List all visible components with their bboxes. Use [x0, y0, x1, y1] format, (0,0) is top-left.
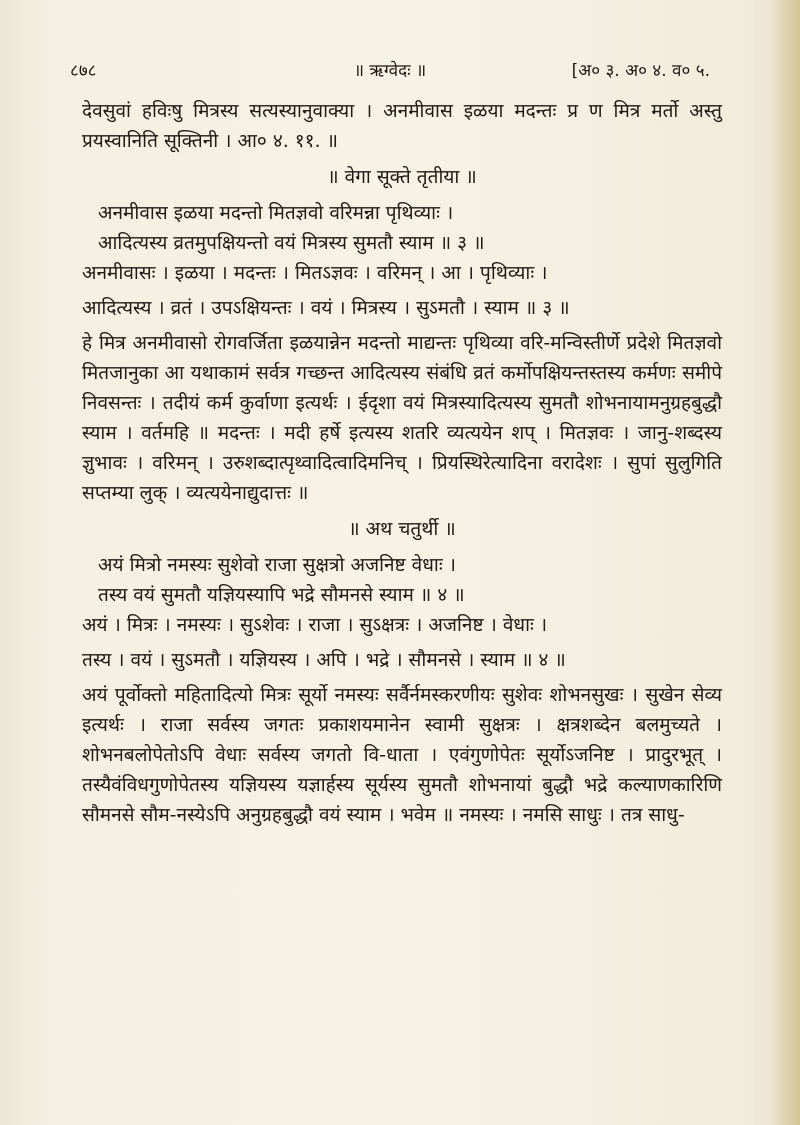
section-reference: [अ० ३. अ० ४. व० ५.	[571, 61, 710, 81]
padapatha-line: अनमीवासः । इळया । मदन्तः । मितऽज्ञवः । वरिमन् । आ । पृथिव्याः ।	[82, 262, 548, 284]
padapatha-line: अयं । मित्रः । नमस्यः । सुऽशेवः । राजा । सुऽक्षत्रः । अजनिष्ट । वेधाः ।	[82, 614, 548, 636]
verse-line: अयं मित्रो नमस्यः सुशेवो राजा सुक्षत्रो अजनिष्ट वेधाः ।	[98, 554, 456, 576]
verse-line: तस्य वयं सुमतौ यज्ञियस्यापि भद्रे सौमनसे स्याम ॥ ४ ॥	[98, 584, 465, 606]
intro-paragraph: देवसुवां हविःषु मित्रस्य सत्यस्यानुवाक्या । अनमीवास इळया मदन्तः प्र ण मित्र मर्तो अस्तु प्रयस्वानिति सूक्तिनी । आ० ४. ११. ॥	[82, 100, 722, 152]
padapatha-line: तस्य । वयं । सुऽमतौ । यज्ञियस्य । अपि । भद्रे । सौमनसे । स्याम ॥ ४ ॥	[82, 649, 566, 671]
running-title: ॥ ऋग्वेदः ॥	[353, 61, 427, 81]
verse-line: आदित्यस्य व्रतमुपक्षियन्तो वयं मित्रस्य सुमतौ स्याम ॥ ३ ॥	[98, 232, 485, 254]
section-heading: ॥ अथ चतुर्थी ॥	[348, 518, 456, 540]
commentary-paragraph: हे मित्र अनमीवासो रोगवर्जिता इळयान्नेन मदन्तो माद्यन्तः पृथिव्या वरि-मन्विस्तीर्णे प्रदेशे मितज्ञवो मितजानुका आ यथाकामं सर्वत्र गच्छन्त आदित्यस्य संबंधि व्रतं कर्मोपक्षियन्तस्तस्य कर्मणः समीपे निवसन्तः । तदीयं कर्म कुर्वाणा इत्यर्थः । ईदृशा वयं मित्रस्यादित्यस्य सुमतौ शोभनायामनुग्रहबुद्धौ स्याम । वर्तमहि ॥ मदन्तः । मदी हर्षे इत्यस्य शतरि व्यत्ययेन शप् । मितज्ञवः । जानु-शब्दस्य ज्ञुभावः । वरिमन् । उरुशब्दात्पृथ्वादित्वादिमनिच् । प्रियस्थिरेत्यादिना वरादेशः । सुपां सुलुगिति सप्तम्या लुक् । व्यत्ययेनाद्युदात्तः ॥	[82, 332, 722, 504]
padapatha-line: आदित्यस्य । व्रतं । उपऽक्षियन्तः । वयं । मित्रस्य । सुऽमतौ । स्याम ॥ ३ ॥	[82, 297, 570, 319]
page-number: ८७८	[70, 61, 97, 81]
page-header	[70, 58, 710, 88]
section-heading: ॥ वेगा सूक्ते तृतीया ॥	[327, 166, 477, 188]
page-edge-shadow	[772, 0, 800, 1125]
commentary-paragraph: अयं पूर्वोक्तो महितादित्यो मित्रः सूर्यो नमस्यः सर्वैर्नमस्करणीयः सुशेवः शोभनसुखः । सुखेन सेव्य इत्यर्थः । राजा सर्वस्य जगतः प्रकाशयमानेन स्वामी सुक्षत्रः । क्षत्रशब्देन बलमुच्यते । शोभनबलोपेतोऽपि वेधाः सर्वस्य जगतो वि-धाता । एवंगुणोपेतः सूर्योऽजनिष्ट । प्रादुरभूत् । तस्यैवंविधगुणोपेतस्य यज्ञियस्य यज्ञार्हस्य सूर्यस्य सुमतौ शोभनायां बुद्धौ भद्रे कल्याणकारिणि सौमनसे सौम-नस्येऽपि अनुग्रहबुद्धौ वयं स्याम । भवेम ॥ नमस्यः । नमसि साधुः । तत्र साधु-	[82, 684, 722, 826]
main-text	[82, 96, 722, 835]
verse-line: अनमीवास इळया मदन्तो मितज्ञवो वरिमन्ना पृथिव्याः ।	[98, 202, 454, 224]
